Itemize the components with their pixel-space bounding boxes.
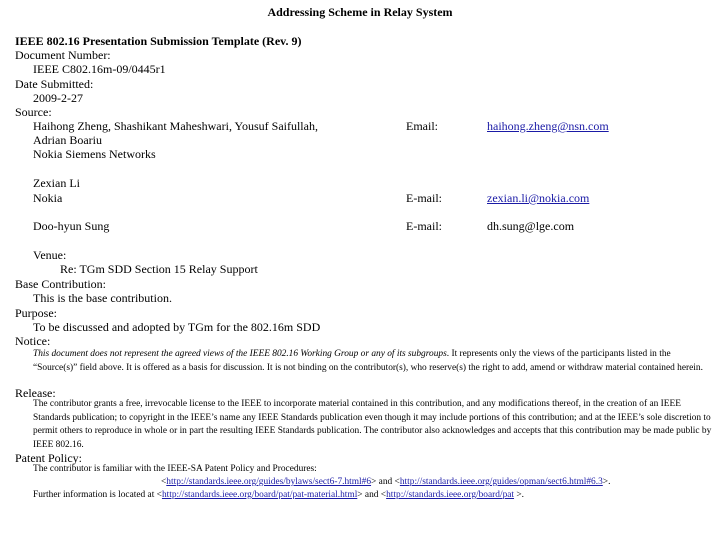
base-contribution-label: Base Contribution: <box>15 277 106 291</box>
release-text: The contributor grants a free, irrevocable license to the IEEE to incorporate material contained in this contribution, and any modifications thereof, in the creation of an IEEE Standards publication; to copyright in the IEEE’s name any IEEE Standards publication even though it may include portions of this contribution; and at the IEEE’s sole discretion to permit others to reproduce in whole or in part the resulting IEEE Standards publication. The contributor also acknowledges and accepts that this contribution may be made public by IEEE 802.16. <box>33 399 712 450</box>
patent-link-board[interactable]: http://standards.ieee.org/board/pat <box>386 490 515 500</box>
purpose-label: Purpose: <box>15 306 57 320</box>
source-affiliation: Nokia Siemens Networks <box>33 147 156 161</box>
patent-policy-label: Patent Policy: <box>15 451 82 465</box>
email-label-2: E-mail: <box>406 191 442 205</box>
patent-link-opman[interactable]: http://standards.ieee.org/guides/opman/sect6.html#6.3 <box>399 477 603 487</box>
email-label-1: Email: <box>406 119 438 133</box>
source-authors-line1: Haihong Zheng, Shashikant Maheshwari, Yousuf Saifullah, <box>33 119 318 133</box>
patent-link-bylaws[interactable]: http://standards.ieee.org/guides/bylaws/sect6-7.html#6 <box>166 477 372 487</box>
document-number-label: Document Number: <box>15 48 111 62</box>
email-link-2[interactable]: zexian.li@nokia.com <box>487 191 590 205</box>
base-contribution-value: This is the base contribution. <box>33 291 172 305</box>
release-label: Release: <box>15 386 56 400</box>
slide-title: Addressing Scheme in Relay System <box>267 5 453 19</box>
venue-label: Venue: <box>33 248 67 262</box>
template-heading: IEEE 802.16 Presentation Submission Template (Rev. 9) <box>15 34 302 48</box>
patent-and-1: > and < <box>371 477 400 487</box>
patent-line3 <box>33 489 524 503</box>
email-link-1[interactable]: haihong.zheng@nsn.com <box>487 119 609 133</box>
patent-line1: The contributor is familiar with the IEEE-SA Patent Policy and Procedures: <box>33 464 317 474</box>
source3-name: Doo-hyun Sung <box>33 219 110 233</box>
purpose-value: To be discussed and adopted by TGm for the 802.16m SDD <box>33 320 321 334</box>
email-label-3: E-mail: <box>406 219 442 233</box>
document-number: IEEE C802.16m-09/0445r1 <box>33 62 166 76</box>
notice-rest: . It represents only the views of the participants listed in the “Source(s)” field above. It is offered as a basis for discussion. It is not binding on the contributor(s), who reserve(s) the right to add, amend or withdraw material contained herein. <box>33 349 703 373</box>
venue-value: Re: TGm SDD Section 15 Relay Support <box>60 262 258 276</box>
patent-line2 <box>161 476 610 490</box>
patent-link-material[interactable]: http://standards.ieee.org/board/pat/pat-material.html <box>161 490 358 500</box>
notice-text <box>33 348 711 375</box>
patent-bracket-open: < <box>161 477 167 487</box>
patent-further-info: Further information is located at < <box>33 490 162 500</box>
patent-bracket-close-1: >. <box>602 477 611 487</box>
notice-label: Notice: <box>15 334 51 348</box>
date-submitted: 2009-2-27 <box>33 91 83 105</box>
patent-and-2: > and < <box>357 490 387 500</box>
source2-name: Zexian Li <box>33 176 80 190</box>
date-submitted-label: Date Submitted: <box>15 77 94 91</box>
source2-affiliation: Nokia <box>33 191 63 205</box>
source-authors-line2: Adrian Boariu <box>33 133 102 147</box>
email-3: dh.sung@lge.com <box>487 219 575 233</box>
notice-italic: This document does not represent the agreed views of the IEEE 802.16 Working Group or any of its subgroups <box>33 349 447 359</box>
source-label: Source: <box>15 105 52 119</box>
patent-bracket-close-2: >. <box>514 490 525 500</box>
